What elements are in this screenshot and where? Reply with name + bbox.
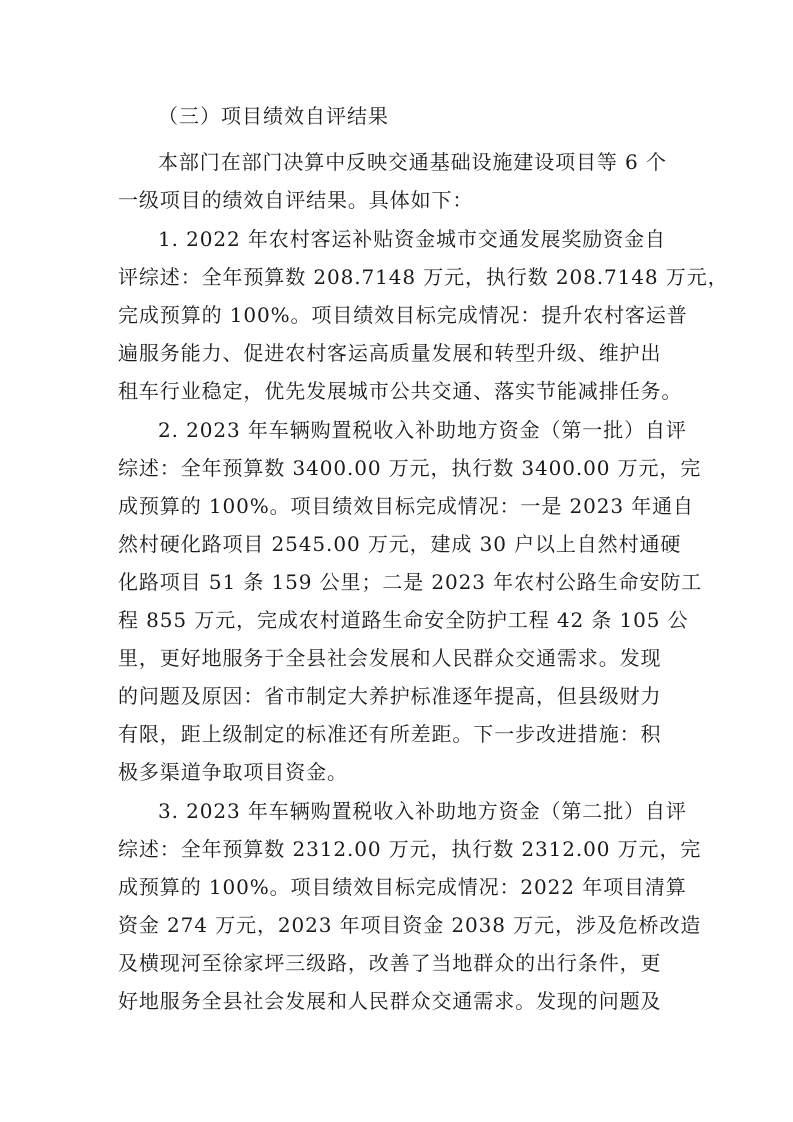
paragraph-item2-line-5: 化路项目 51 条 159 公里；二是 2023 年农村公路生命安防工 xyxy=(118,570,703,594)
paragraph-item2-line-1: 2. 2023 年车辆购置税收入补助地方资金（第一批）自评 xyxy=(158,418,687,442)
section-heading: （三）项目绩效自评结果 xyxy=(158,104,389,128)
paragraph-item3-line-6: 好地服务全县社会发展和人民群众交通需求。发现的问题及 xyxy=(118,989,662,1013)
paragraph-item2-line-7: 里，更好地服务于全县社会发展和人民群众交通需求。发现 xyxy=(118,646,662,670)
paragraph-item1-line-4: 遍服务能力、促进农村客运高质量发展和转型升级、维护出 xyxy=(118,341,662,365)
paragraph-item2-line-8: 的问题及原因：省市制定大养护标准逐年提高，但县级财力 xyxy=(118,684,662,708)
paragraph-item2-line-3: 成预算的 100%。项目绩效目标完成情况：一是 2023 年通自 xyxy=(118,494,694,518)
paragraph-item1-line-3: 完成预算的 100%。项目绩效目标完成情况：提升农村客运普 xyxy=(118,303,688,327)
paragraph-intro-line-2: 一级项目的绩效自评结果。具体如下： xyxy=(118,188,474,212)
paragraph-item2-line-10: 极多渠道争取项目资金。 xyxy=(118,760,348,784)
paragraph-item2-line-4: 然村硬化路项目 2545.00 万元，建成 30 户以上自然村通硬 xyxy=(118,532,682,556)
paragraph-item2-line-2: 综述：全年预算数 3400.00 万元，执行数 3400.00 万元，完 xyxy=(118,456,702,480)
paragraph-item1-line-5: 租车行业稳定，优先发展城市公共交通、落实节能减排任务。 xyxy=(118,379,683,403)
paragraph-item3-line-1: 3. 2023 年车辆购置税收入补助地方资金（第二批）自评 xyxy=(158,799,687,823)
paragraph-item3-line-3: 成预算的 100%。项目绩效目标完成情况：2022 年项目清算 xyxy=(118,875,687,899)
paragraph-item2-line-6: 程 855 万元，完成农村道路生命安全防护工程 42 条 105 公 xyxy=(118,608,689,632)
paragraph-item2-line-9: 有限，距上级制定的标准还有所差距。下一步改进措施：积 xyxy=(118,722,662,746)
paragraph-intro-line-1: 本部门在部门决算中反映交通基础设施建设项目等 6 个 xyxy=(158,150,667,174)
paragraph-item3-line-5: 及横现河至徐家坪三级路，改善了当地群众的出行条件，更 xyxy=(118,951,662,975)
paragraph-item3-line-2: 综述：全年预算数 2312.00 万元，执行数 2312.00 万元，完 xyxy=(118,837,702,861)
paragraph-item1-line-1: 1. 2022 年农村客运补贴资金城市交通发展奖励资金自 xyxy=(158,227,666,251)
paragraph-item3-line-4: 资金 274 万元，2023 年项目资金 2038 万元，涉及危桥改造 xyxy=(118,913,702,937)
paragraph-item1-line-2: 评综述：全年预算数 208.7148 万元，执行数 208.7148 万元， xyxy=(118,265,729,289)
